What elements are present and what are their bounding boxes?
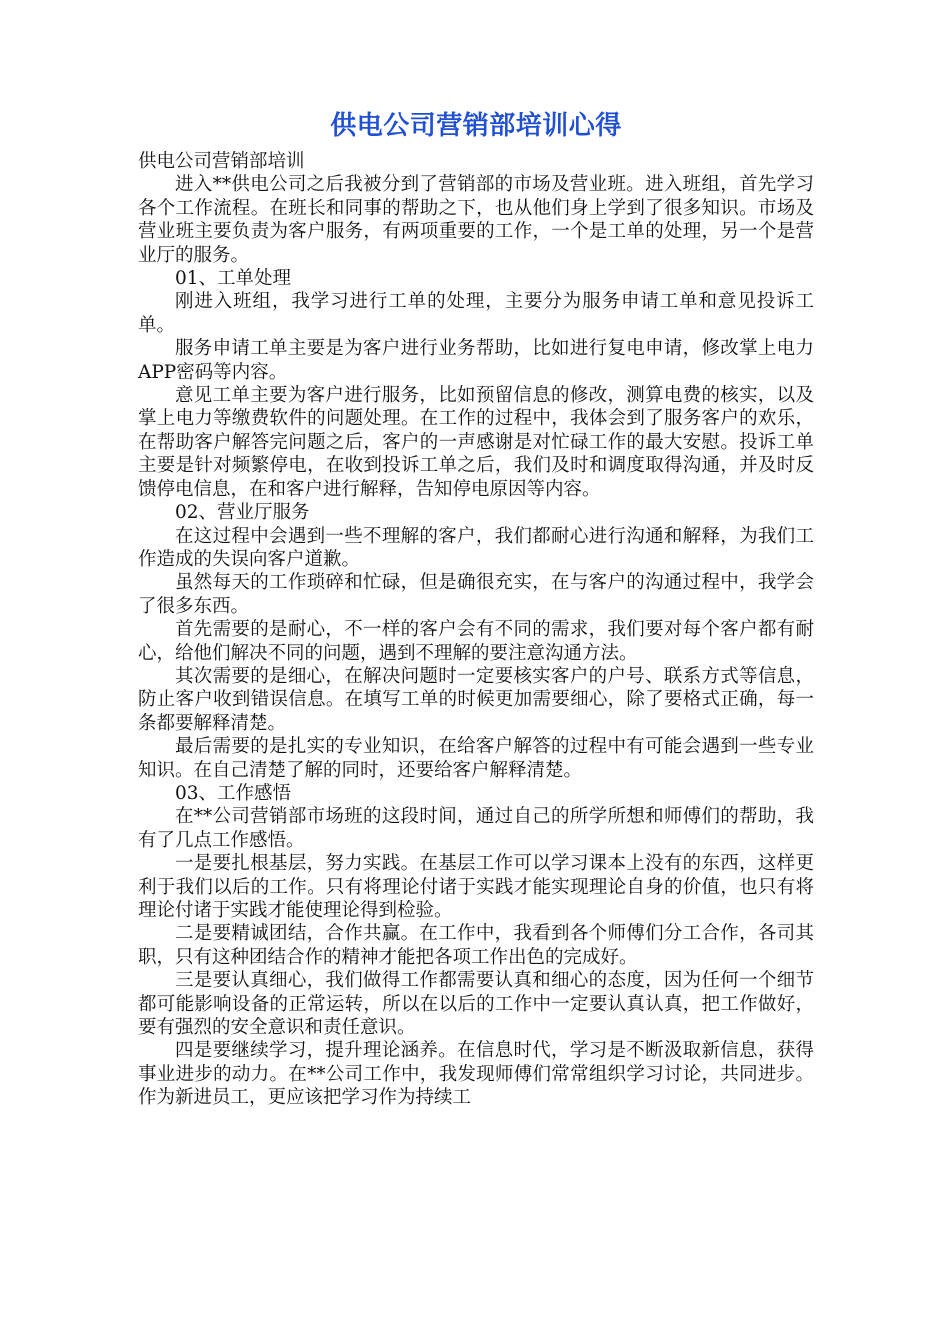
- document-subtitle: 供电公司营销部培训: [138, 151, 305, 172]
- paragraph: 在**公司营销部市场班的这段时间，通过自己的所学所想和师傅们的帮助，我有了几点工作感悟。: [138, 806, 814, 851]
- paragraph: 在这过程中会遇到一些不理解的客户，我们都耐心进行沟通和解释，为我们工作造成的失误向客户道歉。: [138, 525, 814, 570]
- paragraph: 服务申请工单主要是为客户进行业务帮助，比如进行复电申请，修改掌上电力APP密码等内容。: [138, 338, 814, 383]
- paragraph: 三是要认真细心，我们做得工作都需要认真和细心的态度，因为任何一个细节都可能影响设备的正常运转，所以在以后的工作中一定要认真认真，把工作做好，要有强烈的安全意识和责任意识。: [138, 970, 814, 1039]
- paragraph: 最后需要的是扎实的专业知识，在给客户解答的过程中有可能会遇到一些专业知识。在自己清楚了解的同时，还要给客户解释清楚。: [138, 736, 814, 781]
- section-heading-02: 02、营业厅服务: [175, 502, 310, 524]
- paragraph: 二是要精诚团结，合作共赢。在工作中，我看到各个师傅们分工合作，各司其职，只有这种团结合作的精神才能把各项工作出色的完成好。: [138, 923, 814, 968]
- paragraph: 刚进入班组，我学习进行工单的处理，主要分为服务申请工单和意见投诉工单。: [138, 291, 814, 336]
- paragraph: 虽然每天的工作琐碎和忙碌，但是确很充实，在与客户的沟通过程中，我学会了很多东西。: [138, 572, 814, 617]
- section-heading-01: 01、工单处理: [175, 268, 292, 290]
- paragraph: 一是要扎根基层，努力实践。在基层工作可以学习课本上没有的东西，这样更利于我们以后的工作。只有将理论付诸于实践才能实现理论自身的价值，也只有将理论付诸于实践才能使理论得到检验。: [138, 853, 814, 921]
- section-heading-03: 03、工作感悟: [175, 782, 292, 804]
- paragraph: 意见工单主要为客户进行服务，比如预留信息的修改，测算电费的核实，以及掌上电力等缴费软件的问题处理。在工作的过程中，我体会到了服务客户的欢乐，在帮助客户解答完问题之后，客户的一声感谢是对忙碌工作的最大安慰。投诉工单主要是针对频繁停电，在收到投诉工单之后，我们及时和调度取得沟通，并及时反馈停电信息，在和客户进行解释，告知停电原因等内容。: [138, 385, 814, 500]
- paragraph: 进入**供电公司之后我被分到了营销部的市场及营业班。进入班组，首先学习各个工作流程。在班长和同事的帮助之下，也从他们身上学到了很多知识。市场及营业班主要负责为客户服务，有两项重要的工作，一个是工单的处理，另一个是营业厅的服务。: [138, 174, 814, 266]
- document-page: [138, 108, 814, 1110]
- document-body: [138, 150, 814, 1110]
- paragraph: 首先需要的是耐心，不一样的客户会有不同的需求，我们要对每个客户都有耐心，给他们解决不同的问题，遇到不理解的要注意沟通方法。: [138, 619, 814, 664]
- document-title: 供电公司营销部培训心得: [330, 111, 622, 141]
- paragraph: 其次需要的是细心，在解决问题时一定要核实客户的户号、联系方式等信息，防止客户收到错误信息。在填写工单的时候更加需要细心，除了要格式正确，每一条都要解释清楚。: [138, 665, 814, 734]
- paragraph: 四是要继续学习，提升理论涵养。在信息时代，学习是不断汲取新信息，获得事业进步的动力。在**公司工作中，我发现师傅们常常组织学习讨论，共同进步。作为新进员工，更应该把学习作为持续工: [138, 1040, 814, 1109]
